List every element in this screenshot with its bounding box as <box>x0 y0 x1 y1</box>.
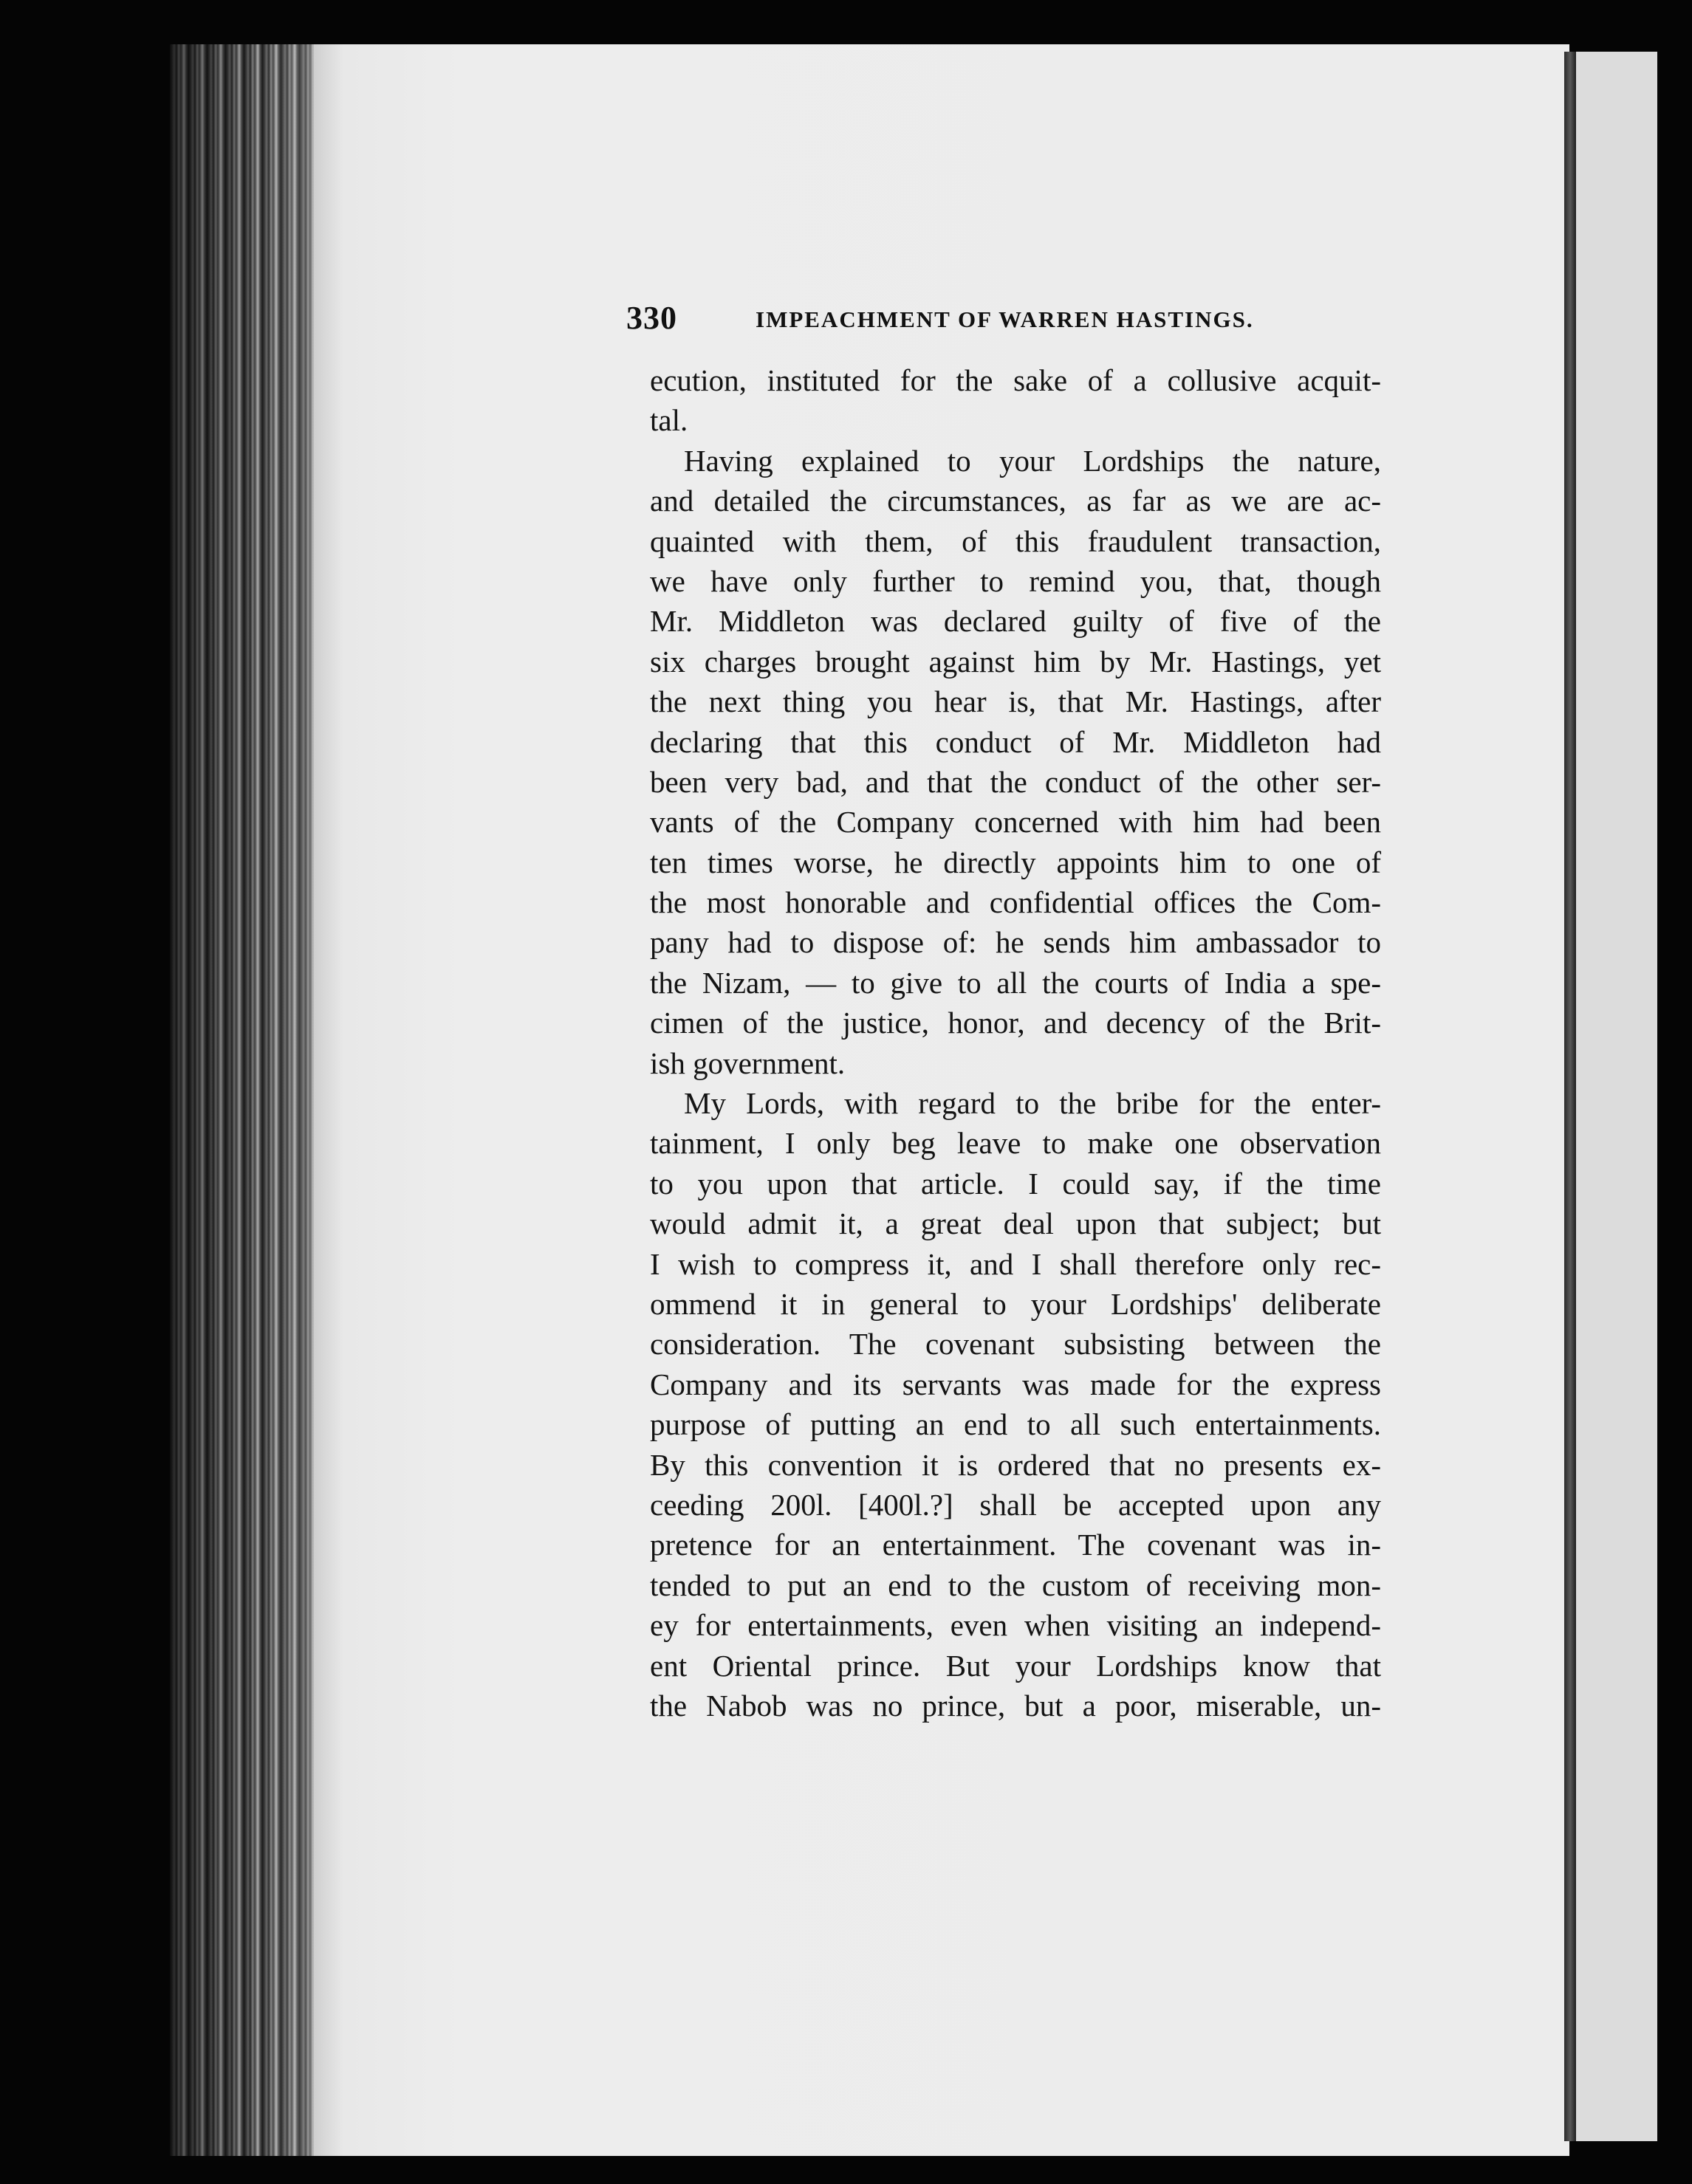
running-head: IMPEACHMENT OF WARREN HASTINGS. <box>756 306 1254 332</box>
page-header <box>626 299 1387 343</box>
spine-shadow <box>170 44 325 2156</box>
text-line: I wish to compress it, and I shall therefore only rec- <box>650 1246 1381 1281</box>
text-line: tal. <box>650 403 688 438</box>
text-line: ommend it in general to your Lordships' deliberate <box>650 1286 1381 1321</box>
text-line: purpose of putting an end to all such entertainments. <box>650 1407 1381 1442</box>
text-line: the Nizam, — to give to all the courts of India a spe- <box>650 965 1381 1000</box>
text-line: vants of the Company concerned with him had been <box>650 805 1381 839</box>
text-line: the most honorable and confidential offices the Com- <box>650 885 1381 920</box>
text-line: would admit it, a great deal upon that subject; but <box>650 1206 1381 1241</box>
text-line: the next thing you hear is, that Mr. Hastings, after <box>650 684 1381 719</box>
text-line: ceeding 200l. [400l.?] shall be accepted upon any <box>650 1487 1381 1522</box>
text-line: consideration. The covenant subsisting between the <box>650 1327 1381 1361</box>
text-line: Company and its servants was made for the express <box>650 1367 1381 1401</box>
text-line: ent Oriental prince. But your Lordships know that <box>650 1648 1381 1683</box>
text-line: Mr. Middleton was declared guilty of five of the <box>650 604 1381 639</box>
text-line: ecution, instituted for the sake of a collusive acquit- <box>650 363 1381 397</box>
page-stack-edge <box>1564 52 1576 2141</box>
text-line: ey for entertainments, even when visiting an independ- <box>650 1608 1381 1643</box>
page-number: 330 <box>626 300 677 336</box>
text-line: the Nabob was no prince, but a poor, miserable, un- <box>650 1688 1381 1723</box>
text-line: six charges brought against him by Mr. Hastings, yet <box>650 644 1381 679</box>
text-line: pany had to dispose of: he sends him ambassador to <box>650 925 1381 960</box>
text-line: My Lords, with regard to the bribe for the enter- <box>684 1086 1381 1121</box>
text-line: By this convention it is ordered that no presents ex- <box>650 1447 1381 1482</box>
text-line: to you upon that article. I could say, if the time <box>650 1166 1381 1201</box>
text-line: ten times worse, he directly appoints him to one of <box>650 845 1381 879</box>
text-line: Having explained to your Lordships the nature, <box>684 443 1381 478</box>
text-line: been very bad, and that the conduct of the other ser- <box>650 764 1381 799</box>
text-line: and detailed the circumstances, as far as we are ac- <box>650 484 1381 518</box>
body-text <box>650 360 1381 1896</box>
text-line: pretence for an entertainment. The covenant was in- <box>650 1528 1381 1562</box>
text-line: ish government. <box>650 1045 846 1080</box>
text-line: cimen of the justice, honor, and decency of the Brit- <box>650 1006 1381 1040</box>
text-line: tended to put an end to the custom of receiving mon- <box>650 1567 1381 1602</box>
text-line: we have only further to remind you, that, though <box>650 563 1381 598</box>
text-line: tainment, I only beg leave to make one observation <box>650 1126 1381 1161</box>
facing-page-strip <box>1576 52 1657 2141</box>
text-line: declaring that this conduct of Mr. Middleton had <box>650 724 1381 759</box>
text-line: quainted with them, of this fraudulent transaction, <box>650 523 1381 558</box>
